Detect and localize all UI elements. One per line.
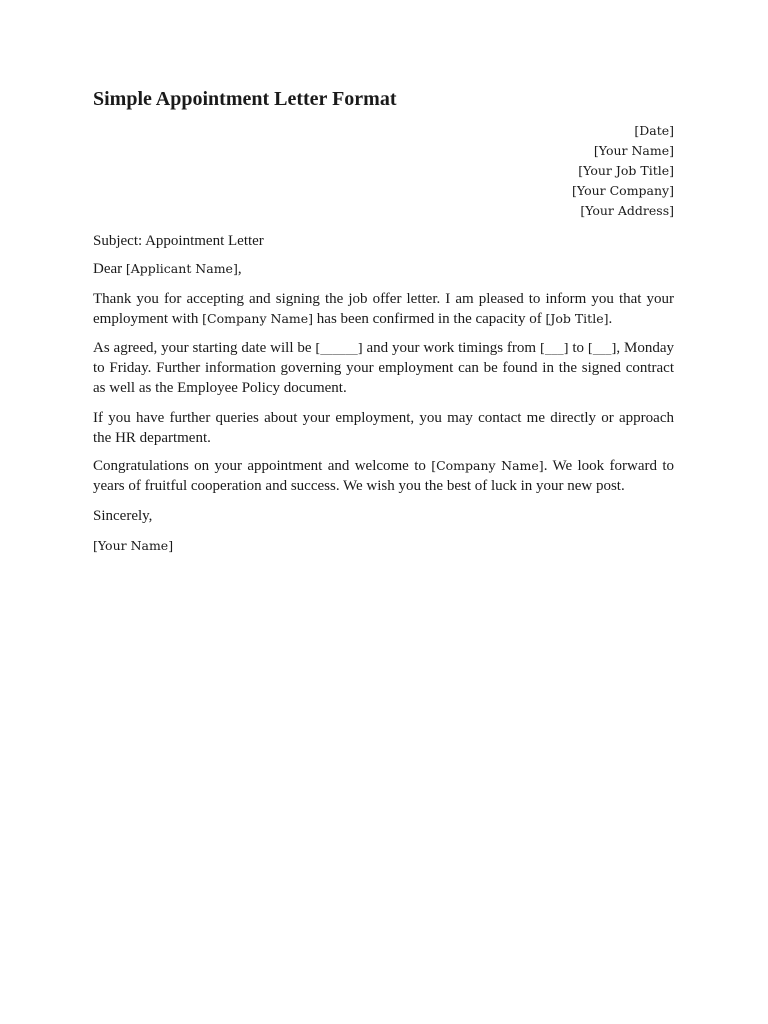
paragraph-schedule-text-4: , Monday to Friday. Further information governing your employment can be found in the signed contract as well as the Employee Policy document. — [93, 340, 674, 396]
paragraph-confirmation-text-2: has been confirmed in the capacity of — [313, 311, 546, 327]
company-name-placeholder: [Company Name] — [202, 311, 314, 326]
salutation-prefix: Dear — [93, 261, 126, 277]
recipient-placeholder: [Applicant Name] — [125, 261, 238, 276]
paragraph-confirmation-text-3: . — [608, 311, 613, 327]
closing: Sincerely, — [93, 508, 153, 524]
sender-company: [Your Company] — [572, 183, 674, 198]
paragraph-welcome — [93, 456, 674, 496]
paragraph-confirmation-text-1: Thank you for accepting and signing the job offer letter. I am pleased to inform you that your employment with — [93, 291, 674, 327]
sender-name: [Your Name] — [593, 143, 674, 158]
salutation — [93, 259, 674, 279]
paragraph-schedule-text-3: to — [568, 340, 588, 356]
start-date-placeholder: [______] — [315, 340, 363, 355]
sender-date: [Date] — [634, 123, 674, 138]
paragraph-schedule-text-1: As agreed, your starting date will be — [93, 340, 316, 356]
sender-job-title: [Your Job Title] — [578, 163, 674, 178]
subject-line: Subject: Appointment Letter — [93, 233, 264, 249]
document-title: Simple Appointment Letter Format — [93, 88, 397, 110]
salutation-suffix: , — [237, 261, 242, 277]
signature-placeholder — [93, 536, 674, 556]
paragraph-welcome-text-2: . We look forward to years of fruitful cooperation and success. We wish you the best of luck in your new post. — [93, 458, 674, 494]
sender-block — [572, 121, 674, 221]
sender-address: [Your Address] — [580, 203, 674, 218]
job-title-placeholder: [Job Title] — [545, 311, 609, 326]
paragraph-welcome-text-1: Congratulations on your appointment and welcome to — [93, 458, 432, 474]
paragraph-schedule — [93, 338, 674, 398]
signature-name: [Your Name] — [93, 538, 174, 553]
company-name-placeholder: [Company Name] — [431, 458, 544, 473]
time-from-placeholder: [___] — [539, 340, 569, 355]
time-to-placeholder: [___] — [587, 340, 617, 355]
paragraph-confirmation — [93, 289, 674, 329]
paragraph-queries: If you have further queries about your employment, you may contact me directly or approach the HR department. — [93, 410, 674, 446]
paragraph-schedule-text-2: and your work timings from — [362, 340, 540, 356]
